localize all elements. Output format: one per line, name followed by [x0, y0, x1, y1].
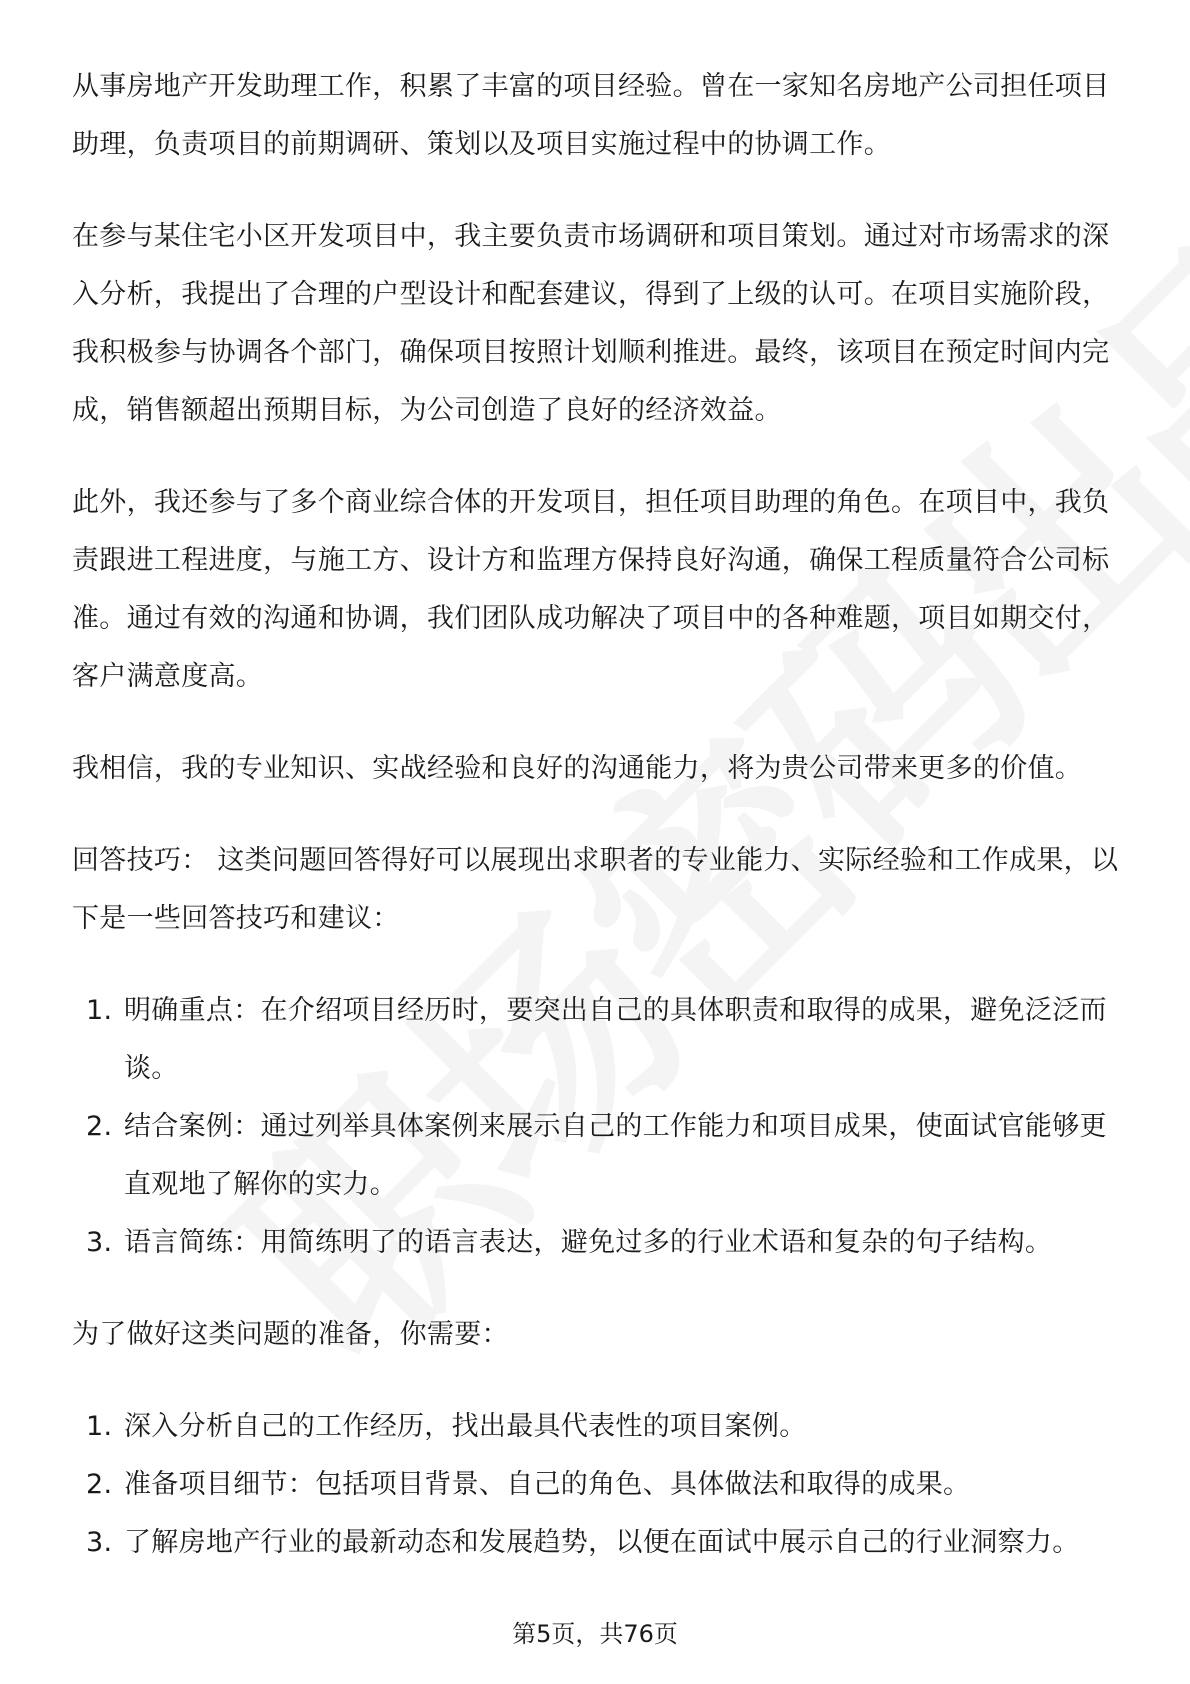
list-item-number: 3.	[86, 1527, 113, 1558]
list-item-number: 3.	[86, 1227, 113, 1258]
list-item-text: 了解房地产行业的最新动态和发展趋势，以便在面试中展示自己的行业洞察力。	[124, 1527, 1080, 1558]
list-item-text: 准备项目细节：包括项目背景、自己的角色、具体做法和取得的成果。	[124, 1469, 971, 1500]
list-item	[72, 1098, 1122, 1214]
document-body	[72, 58, 1122, 1606]
list-item	[72, 1398, 1122, 1456]
list-item	[72, 982, 1122, 1098]
list-item-text: 语言简练：用简练明了的语言表达，避免过多的行业术语和复杂的句子结构。	[124, 1227, 1053, 1258]
list-item-number: 2.	[86, 1469, 113, 1500]
list-item	[72, 1514, 1122, 1572]
paragraph-conclusion: 我相信，我的专业知识、实战经验和良好的沟通能力，将为贵公司带来更多的价值。	[72, 753, 1083, 784]
tips-list	[72, 982, 1122, 1272]
paragraph-commercial-project: 此外，我还参与了多个商业综合体的开发项目，担任项目助理的角色。在项目中，我负责跟进工程进度，与施工方、设计方和监理方保持良好沟通，确保工程质量符合公司标准。通过有效的沟通和协调，我们团队成功解决了项目中的各种难题，项目如期交付，客户满意度高。	[72, 487, 1110, 692]
list-item-text: 结合案例：通过列举具体案例来展示自己的工作能力和项目成果，使面试官能够更直观地了解你的实力。	[124, 1111, 1107, 1200]
paragraph-experience-summary: 从事房地产开发助理工作，积累了丰富的项目经验。曾在一家知名房地产公司担任项目助理，负责项目的前期调研、策划以及项目实施过程中的协调工作。	[72, 71, 1110, 160]
list-item-number: 2.	[86, 1111, 113, 1142]
list-item	[72, 1456, 1122, 1514]
preparation-list	[72, 1398, 1122, 1572]
list-item-text: 深入分析自己的工作经历，找出最具代表性的项目案例。	[124, 1411, 807, 1442]
list-item-number: 1.	[86, 1411, 113, 1442]
page-number-footer: 第5页，共76页	[512, 1620, 678, 1648]
paragraph-residential-project: 在参与某住宅小区开发项目中，我主要负责市场调研和项目策划。通过对市场需求的深入分析，我提出了合理的户型设计和配套建议，得到了上级的认可。在项目实施阶段，我积极参与协调各个部门，确保项目按照计划顺利推进。最终，该项目在预定时间内完成，销售额超出预期目标，为公司创造了良好的经济效益。	[72, 221, 1110, 426]
list-item-text: 明确重点：在介绍项目经历时，要突出自己的具体职责和取得的成果，避免泛泛而谈。	[124, 995, 1107, 1084]
paragraph-preparation-intro: 为了做好这类问题的准备，你需要：	[72, 1319, 509, 1350]
paragraph-answer-tips-intro: 回答技巧： 这类问题回答得好可以展现出求职者的专业能力、实际经验和工作成果，以下是一些回答技巧和建议：	[72, 845, 1119, 934]
list-item	[72, 1214, 1122, 1272]
list-item-number: 1.	[86, 995, 113, 1026]
